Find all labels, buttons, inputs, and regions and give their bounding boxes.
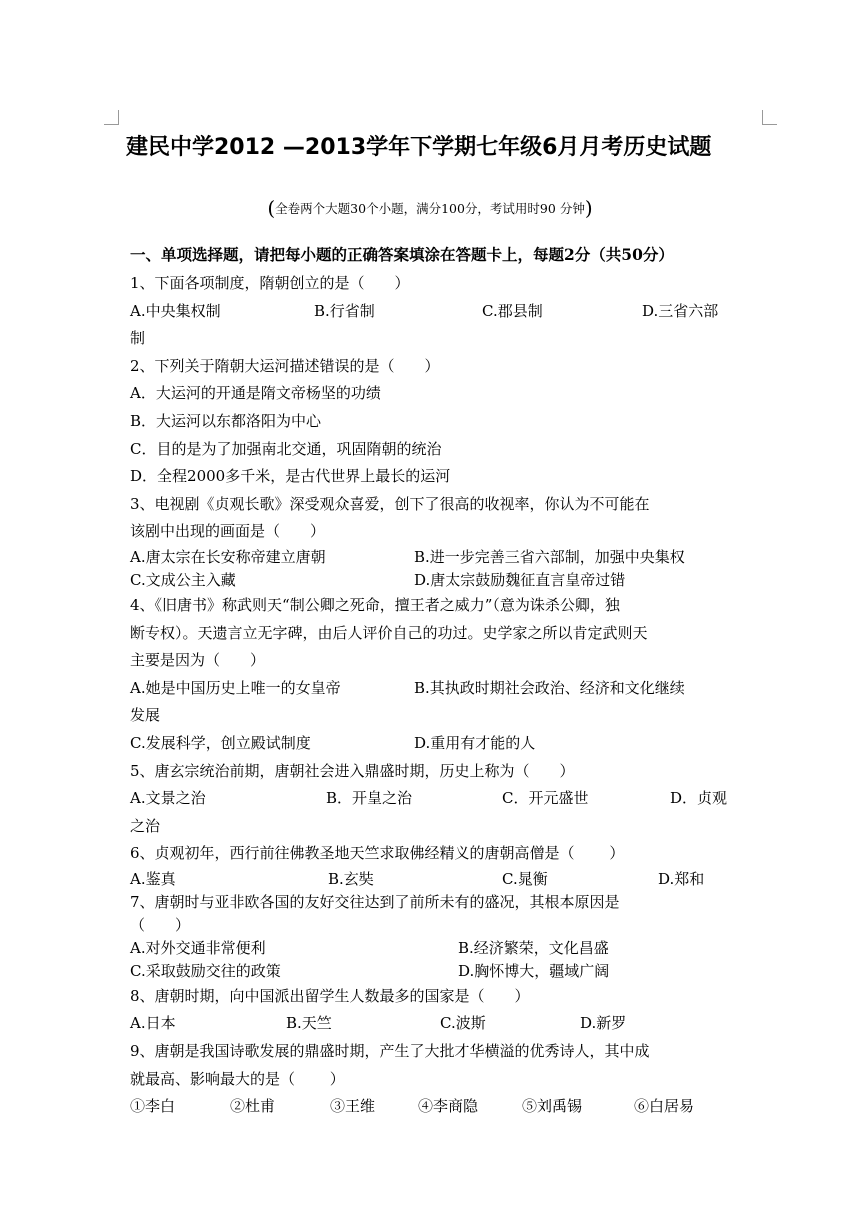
question-4-stem-line-3: 主要是因为（ ） (130, 651, 266, 670)
q4-option-c: C.发展科学，创立殿试制度 (130, 733, 311, 752)
question-2-stem: 2、下列关于隋朝大运河描述错误的是（ ） (130, 356, 440, 375)
q5-option-d: D．贞观 (670, 789, 728, 808)
question-3-options-row-2 (130, 569, 740, 592)
q3-option-a: A.唐太宗在长安称帝建立唐朝 (130, 547, 326, 566)
q7-option-d: D.胸怀博大，疆域广阔 (458, 961, 610, 980)
q9-option-1: ①李白 (130, 1097, 176, 1116)
q8-option-c: C.波斯 (440, 1014, 486, 1033)
q9-option-5: ⑤刘禹锡 (522, 1097, 583, 1116)
question-6-stem: 6、贞观初年，西行前往佛教圣地天竺求取佛经精义的唐朝高僧是（ ） (130, 844, 625, 863)
question-7-options-row-2 (130, 960, 740, 983)
q4-option-d: D.重用有才能的人 (414, 733, 536, 752)
q9-option-2: ②杜甫 (230, 1097, 276, 1116)
question-3-stem-line-1: 3、电视剧《贞观长歌》深受观众喜爱，创下了很高的收视率，你认为不可能在 (130, 494, 650, 513)
q1-option-d: D.三省六部 (642, 301, 719, 320)
q7-option-c: C.采取鼓励交往的政策 (130, 961, 281, 980)
question-9-stem-line-2: 就最高、影响最大的是（ ） (130, 1069, 345, 1088)
q2-option-c: C．目的是为了加强南北交通，巩固隋朝的统治 (130, 439, 442, 458)
exam-subtitle (0, 196, 860, 220)
q1-option-c: C.郡县制 (482, 301, 543, 320)
q6-option-b: B.玄奘 (328, 869, 374, 888)
question-9-stem-line-1: 9、唐朝是我国诗歌发展的鼎盛时期，产生了大批才华横溢的优秀诗人，其中成 (130, 1042, 650, 1061)
question-1-options (130, 298, 740, 326)
q7-option-a: A.对外交通非常便利 (130, 938, 266, 957)
q7-option-b: B.经济繁荣，文化昌盛 (458, 938, 609, 957)
q5-option-a: A.文景之治 (130, 789, 206, 808)
q5-option-d-continued: 之治 (130, 816, 161, 835)
question-7-stem-line-2: （ ） (130, 915, 191, 934)
question-4-options-row-1 (130, 675, 740, 703)
question-7-stem-line-1: 7、唐朝时与亚非欧各国的友好交往达到了前所未有的盛况，其根本原因是 (130, 892, 620, 911)
q9-option-6: ⑥白居易 (634, 1097, 695, 1116)
question-6-options (130, 868, 740, 891)
question-9-options (130, 1093, 740, 1121)
q4-option-a: A.她是中国历史上唯一的女皇帝 (130, 678, 341, 697)
q6-option-a: A.鉴真 (130, 869, 176, 888)
question-4-options-row-2 (130, 730, 740, 758)
question-3-stem-line-2: 该剧中出现的画面是（ ） (130, 522, 326, 541)
q5-option-c: C．开元盛世 (502, 789, 589, 808)
q8-option-a: A.日本 (130, 1014, 176, 1033)
question-4-stem-line-1: 4、《旧唐书》称武则天“制公卿之死命，擅王者之威力”（意为诛杀公卿，独 (130, 595, 620, 614)
q1-option-a: A.中央集权制 (130, 301, 221, 320)
q3-option-b: B.进一步完善三省六部制，加强中央集权 (414, 547, 685, 566)
question-list (130, 270, 740, 1121)
q6-option-c: C.晁衡 (502, 869, 548, 888)
q9-option-3: ③王维 (330, 1097, 376, 1116)
section-heading: 一、单项选择题，请把每小题的正确答案填涂在答题卡上，每题2分（共50分） (130, 245, 674, 264)
q9-option-4: ④李商隐 (418, 1097, 479, 1116)
subtitle-open-paren: ( (267, 196, 276, 220)
question-4-stem-line-2: 断专权）。天遗言立无字碑，由后人评价自己的功过。史学家之所以肯定武则天 (130, 623, 648, 642)
question-7-options-row-1 (130, 937, 740, 960)
question-8-options (130, 1010, 740, 1038)
q4-option-b-continued: 发展 (130, 706, 161, 725)
question-8-stem: 8、唐朝时期，向中国派出留学生人数最多的国家是（ ） (130, 986, 530, 1005)
q6-option-d: D.郑和 (658, 869, 705, 888)
exam-title: 建民中学2012 —2013学年下学期七年级6月月考历史试题 (126, 135, 712, 160)
question-5-stem: 5、唐玄宗统治前期，唐朝社会进入鼎盛时期，历史上称为（ ） (130, 761, 575, 780)
q8-option-d: D.新罗 (580, 1014, 627, 1033)
q3-option-c: C.文成公主入藏 (130, 570, 236, 589)
q4-option-b: B.其执政时期社会政治、经济和文化继续 (414, 678, 685, 697)
subtitle-text: 全卷两个大题30个小题，满分100分，考试用时90 分钟 (275, 201, 585, 216)
corner-mark-left (104, 110, 119, 125)
question-3-options-row-1 (130, 546, 740, 569)
question-5-options (130, 785, 740, 813)
corner-mark-right (762, 110, 777, 125)
question-1-stem: 1、下面各项制度，隋朝创立的是（ ） (130, 274, 410, 292)
q1-option-d-continued: 制 (130, 329, 146, 348)
q1-option-b: B.行省制 (314, 301, 375, 320)
q3-option-d: D.唐太宗鼓励魏征直言皇帝过错 (414, 570, 626, 589)
q8-option-b: B.天竺 (286, 1014, 332, 1033)
q2-option-d: D．全程2000多千米，是古代世界上最长的运河 (130, 467, 451, 486)
subtitle-close-paren: ) (584, 196, 593, 220)
q2-option-b: B．大运河以东都洛阳为中心 (130, 411, 322, 430)
q2-option-a: A．大运河的开通是隋文帝杨坚的功绩 (130, 384, 381, 403)
q5-option-b: B．开皇之治 (326, 789, 413, 808)
